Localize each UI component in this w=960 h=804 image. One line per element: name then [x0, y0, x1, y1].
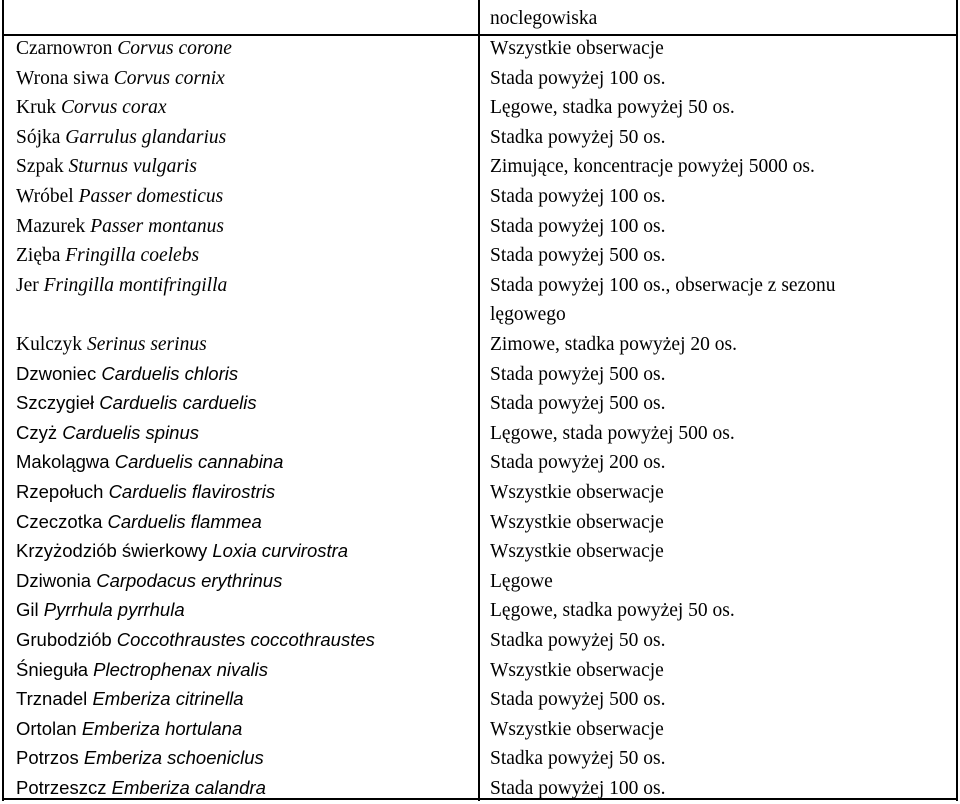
observation-criteria-cell: [490, 424, 950, 444]
species-scientific-name: Carduelis cannabina: [114, 451, 284, 473]
species-common-name: Dziwonia: [16, 569, 97, 591]
observation-criteria-cell: [490, 749, 950, 769]
species-scientific-name: Carduelis flavirostris: [108, 481, 276, 503]
table-row: [0, 419, 960, 449]
observation-criteria: Stada powyżej 500 os.: [490, 363, 666, 385]
species-cell: [16, 128, 476, 148]
species-scientific-name: Coccothraustes coccothraustes: [116, 629, 375, 651]
species-common-name: Czeczotka: [16, 510, 108, 532]
observation-criteria: Stada powyżej 500 os.: [490, 689, 666, 711]
observation-criteria: Stada powyżej 100 os., obserwacje z sezonu: [490, 274, 836, 296]
observation-criteria-cell: [490, 39, 950, 59]
observation-criteria: Stada powyżej 100 os.: [490, 67, 666, 89]
species-scientific-name: Emberiza schoeniclus: [83, 747, 264, 769]
species-cell: [16, 394, 476, 414]
observation-criteria-cell: [490, 453, 950, 473]
species-scientific-name: Sturnus vulgaris: [68, 156, 197, 178]
species-common-name: Dzwoniec: [16, 362, 102, 384]
species-cell: [16, 69, 476, 89]
observation-criteria: Stadka powyżej 50 os.: [490, 748, 666, 770]
table-row: [0, 448, 960, 478]
species-scientific-name: Emberiza hortulana: [81, 717, 243, 739]
species-scientific-name: Passer montanus: [90, 215, 224, 237]
table-row: [0, 389, 960, 419]
table-row: [0, 330, 960, 360]
species-cell: [16, 717, 476, 740]
species-common-name: Śnieguła: [16, 658, 94, 680]
observation-criteria: Stada powyżej 100 os.: [490, 778, 666, 800]
observation-criteria: Zimowe, stadka powyżej 20 os.: [490, 334, 737, 356]
observation-criteria: Wszystkie obserwacje: [490, 541, 664, 563]
species-common-name: Rzepołuch: [16, 481, 109, 503]
species-cell: [16, 658, 476, 681]
table-row: [0, 152, 960, 182]
species-common-name: Szczygieł: [16, 392, 100, 414]
species-cell: [16, 542, 476, 562]
species-common-name: Potrzeszcz: [16, 777, 112, 799]
species-common-name: Szpak: [16, 156, 69, 178]
observation-criteria-cell: [490, 276, 950, 325]
species-common-name: Krzyżodziób świerkowy: [16, 540, 213, 562]
species-scientific-name: Emberiza citrinella: [92, 688, 244, 710]
species-cell: [16, 276, 476, 296]
species-scientific-name: Carduelis flammea: [107, 510, 262, 532]
species-common-name: Wróbel: [16, 186, 79, 208]
table-row: [0, 241, 960, 271]
species-common-name: Jer: [16, 274, 44, 296]
continuation-row: [0, 5, 960, 33]
species-cell: [16, 246, 476, 266]
table-row: [0, 34, 960, 64]
observation-criteria-cell: [490, 335, 950, 355]
table-row: [0, 478, 960, 508]
species-cell: [16, 483, 476, 503]
table-row: [0, 685, 960, 715]
table-row: [0, 123, 960, 153]
species-common-name: Mazurek: [16, 215, 91, 237]
species-cell: [16, 569, 476, 592]
species-cell: [16, 453, 476, 473]
observation-criteria-cell: [490, 394, 950, 414]
observation-criteria-cell: [490, 128, 950, 148]
observation-criteria-cell: [490, 661, 950, 681]
observation-criteria-cell: [490, 572, 950, 592]
table-row: [0, 567, 960, 597]
species-cell: [16, 631, 476, 651]
species-scientific-name: Fringilla montifringilla: [43, 274, 228, 296]
species-cell: [16, 157, 476, 177]
species-scientific-name: Passer domesticus: [78, 186, 224, 208]
observation-criteria: Stada powyżej 200 os.: [490, 452, 666, 474]
species-cell: [16, 217, 476, 237]
species-common-name: Grubodziób: [16, 629, 117, 651]
species-common-name: Makolągwa: [16, 451, 115, 473]
observation-criteria: Wszystkie obserwacje: [490, 482, 664, 504]
species-scientific-name: Carpodacus erythrinus: [96, 569, 283, 591]
species-common-name: Ortolan: [16, 717, 82, 739]
observation-criteria: Lęgowe, stadka powyżej 50 os.: [490, 600, 735, 622]
species-common-name: Kulczyk: [16, 334, 87, 356]
observation-criteria-continued: lęgowego: [490, 304, 566, 326]
species-cell: [16, 98, 476, 118]
observation-criteria: Wszystkie obserwacje: [490, 38, 664, 60]
species-cell: [16, 39, 476, 59]
species-scientific-name: Pyrrhula pyrrhula: [43, 599, 185, 621]
table-row: [0, 182, 960, 212]
table-row: [0, 656, 960, 686]
table-row: [0, 626, 960, 656]
table-row: [0, 212, 960, 242]
observation-criteria: Wszystkie obserwacje: [490, 511, 664, 533]
observation-criteria: Lęgowe, stadka powyżej 50 os.: [490, 97, 735, 119]
table-row: [0, 744, 960, 774]
species-scientific-name: Corvus corax: [60, 97, 167, 119]
species-common-name: Kruk: [16, 97, 61, 119]
observation-criteria-cell: [490, 187, 950, 207]
species-common-name: Zięba: [16, 245, 66, 267]
observation-criteria: Stadka powyżej 50 os.: [490, 630, 666, 652]
observation-criteria: Stada powyżej 500 os.: [490, 245, 666, 267]
species-scientific-name: Garrulus glandarius: [65, 126, 227, 148]
species-scientific-name: Fringilla coelebs: [65, 245, 200, 267]
species-scientific-name: Plectrophenax nivalis: [93, 658, 268, 680]
species-common-name: Czarnowron: [16, 38, 118, 60]
species-scientific-name: Serinus serinus: [86, 334, 207, 356]
observation-criteria: Stada powyżej 100 os.: [490, 186, 666, 208]
table-row: [0, 93, 960, 123]
species-cell: [16, 690, 476, 710]
observation-criteria-cell: [490, 98, 950, 118]
species-scientific-name: Emberiza calandra: [111, 777, 266, 799]
table-row: [0, 64, 960, 94]
observation-criteria: Stada powyżej 100 os.: [490, 215, 666, 237]
species-scientific-name: Loxia curvirostra: [212, 540, 349, 562]
species-cell: [16, 421, 476, 444]
observation-criteria-cell: [490, 779, 950, 799]
continuation-text: noclegowiska: [490, 8, 598, 30]
observation-criteria-cell: [490, 513, 950, 533]
table-row: [0, 715, 960, 745]
species-cell: [16, 749, 476, 769]
species-common-name: Potrzos: [16, 747, 84, 769]
observation-criteria-cell: [490, 69, 950, 89]
observation-criteria-cell: [490, 542, 950, 562]
observation-criteria-cell: [490, 246, 950, 266]
species-common-name: Trznadel: [16, 688, 93, 710]
table-row: [0, 360, 960, 390]
species-cell: [16, 779, 476, 799]
species-cell: [16, 362, 476, 385]
table-row: [0, 774, 960, 804]
observation-criteria-cell: [490, 483, 950, 503]
observation-criteria-cell: [490, 601, 950, 621]
species-cell: [16, 335, 476, 355]
table-row: [0, 508, 960, 538]
table-row: [0, 271, 960, 330]
species-cell: [16, 510, 476, 533]
species-scientific-name: Carduelis chloris: [101, 362, 239, 384]
table-row: [0, 537, 960, 567]
observation-criteria: Zimujące, koncentracje powyżej 5000 os.: [490, 156, 815, 178]
species-common-name: Wrona siwa: [16, 67, 114, 89]
observation-criteria-cell: [490, 690, 950, 710]
species-common-name: Czyż: [16, 421, 63, 443]
species-common-name: Gil: [16, 599, 44, 621]
table-row: [0, 596, 960, 626]
species-scientific-name: Carduelis carduelis: [99, 392, 257, 414]
observation-criteria: Stadka powyżej 50 os.: [490, 126, 666, 148]
observation-criteria: Lęgowe: [490, 570, 553, 592]
observation-criteria-cell: [490, 217, 950, 237]
observation-criteria-cell: [490, 365, 950, 385]
species-common-name: Sójka: [16, 126, 66, 148]
species-scientific-name: Corvus corone: [117, 38, 232, 60]
species-scientific-name: Carduelis spinus: [62, 421, 200, 443]
observation-criteria: Stada powyżej 500 os.: [490, 393, 666, 415]
observation-criteria-cell: [490, 157, 950, 177]
species-cell: [16, 601, 476, 621]
observation-criteria-cell: [490, 720, 950, 740]
observation-criteria: Wszystkie obserwacje: [490, 718, 664, 740]
observation-criteria: Lęgowe, stada powyżej 500 os.: [490, 422, 735, 444]
species-cell: [16, 187, 476, 207]
species-scientific-name: Corvus cornix: [113, 67, 225, 89]
observation-criteria: Wszystkie obserwacje: [490, 659, 664, 681]
observation-criteria-cell: [490, 631, 950, 651]
